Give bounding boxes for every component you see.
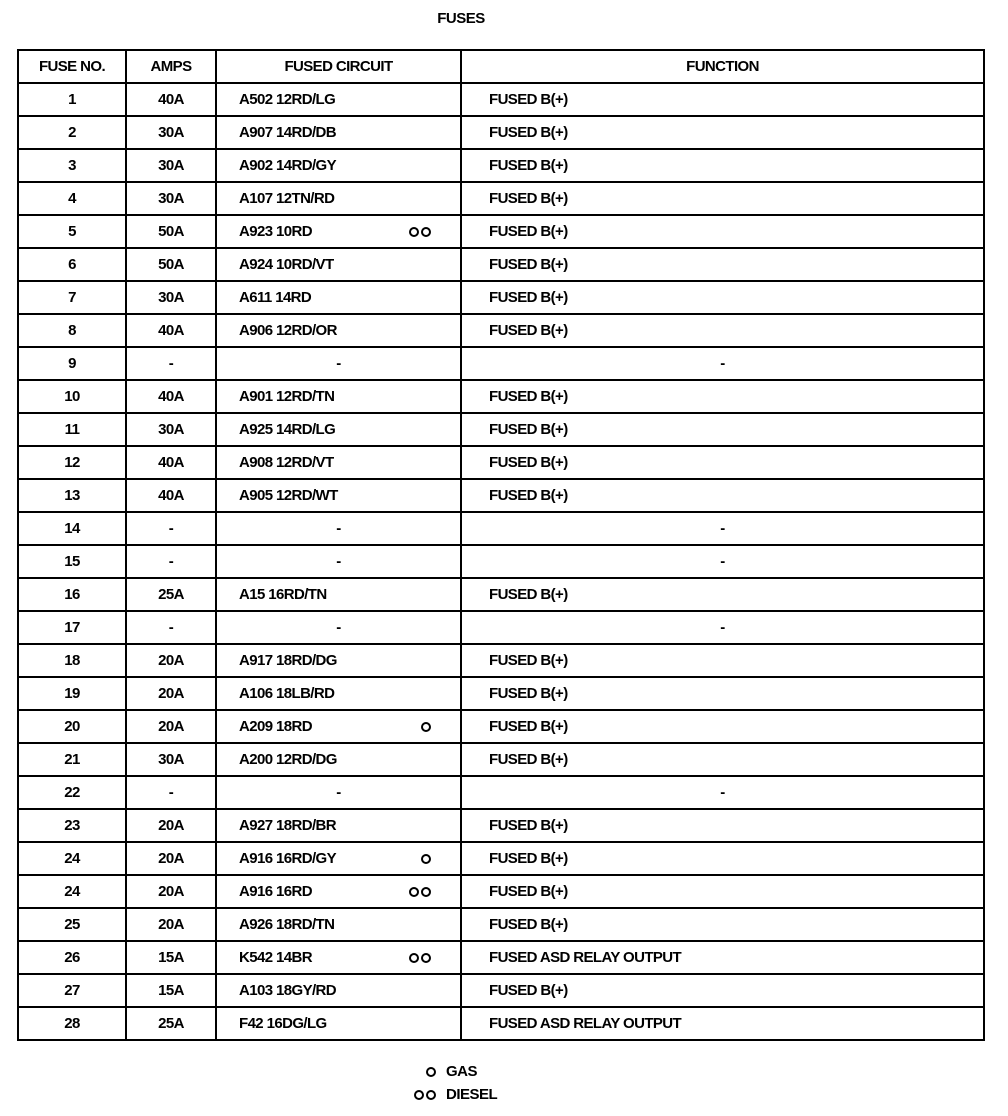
fuse-function: FUSED B(+) xyxy=(461,380,984,413)
fused-circuit-cell xyxy=(216,644,461,677)
fuse-function: FUSED B(+) xyxy=(461,809,984,842)
fuse-amps: 40A xyxy=(126,314,216,347)
fuse-function: FUSED B(+) xyxy=(461,743,984,776)
fuse-amps: - xyxy=(126,512,216,545)
fused-circuit-cell xyxy=(216,116,461,149)
fuse-number: 10 xyxy=(18,380,126,413)
fuse-number: 20 xyxy=(18,710,126,743)
fused-circuit-cell xyxy=(216,215,461,248)
fuse-number: 15 xyxy=(18,545,126,578)
fused-circuit: A916 16RD/GY xyxy=(239,850,337,867)
fused-circuit-cell xyxy=(216,512,461,545)
table-row xyxy=(18,413,984,446)
fuse-amps: 30A xyxy=(126,281,216,314)
fuse-amps: 30A xyxy=(126,743,216,776)
fused-circuit: A908 12RD/VT xyxy=(239,454,334,471)
table-row xyxy=(18,281,984,314)
fused-circuit-cell xyxy=(216,611,461,644)
fused-circuit: A907 14RD/DB xyxy=(239,124,337,141)
fuse-amps: 25A xyxy=(126,578,216,611)
fused-circuit-cell xyxy=(216,149,461,182)
fused-circuit-cell xyxy=(216,809,461,842)
table-row xyxy=(18,479,984,512)
fuse-number: 12 xyxy=(18,446,126,479)
table-row xyxy=(18,908,984,941)
fused-circuit: A611 14RD xyxy=(239,289,312,306)
fused-circuit-cell xyxy=(216,83,461,116)
table-row xyxy=(18,182,984,215)
fused-circuit-cell xyxy=(216,182,461,215)
table-row xyxy=(18,644,984,677)
fuse-number: 27 xyxy=(18,974,126,1007)
table-row xyxy=(18,842,984,875)
header-function: FUNCTION xyxy=(461,50,984,83)
fused-circuit-cell xyxy=(216,545,461,578)
fuse-amps: 50A xyxy=(126,215,216,248)
fuse-amps: 30A xyxy=(126,182,216,215)
fuse-number: 24 xyxy=(18,842,126,875)
fuse-function: - xyxy=(461,611,984,644)
fused-circuit-cell xyxy=(216,281,461,314)
fused-circuit: A917 18RD/DG xyxy=(239,652,337,669)
table-row xyxy=(18,677,984,710)
table-row xyxy=(18,974,984,1007)
table-row xyxy=(18,710,984,743)
fused-circuit: - xyxy=(336,553,341,570)
fused-circuit-cell xyxy=(216,479,461,512)
fuse-number: 21 xyxy=(18,743,126,776)
fused-circuit: A923 10RD xyxy=(239,223,312,240)
table-header-row xyxy=(18,50,984,83)
fuse-function: FUSED B(+) xyxy=(461,182,984,215)
table-row xyxy=(18,611,984,644)
fuse-table xyxy=(17,49,985,1041)
header-fuse-no: FUSE NO. xyxy=(18,50,126,83)
fuse-function: FUSED B(+) xyxy=(461,842,984,875)
header-amps: AMPS xyxy=(126,50,216,83)
fuse-amps: 20A xyxy=(126,908,216,941)
fuse-number: 1 xyxy=(18,83,126,116)
fused-circuit-cell xyxy=(216,908,461,941)
fused-circuit: A905 12RD/WT xyxy=(239,487,338,504)
fuse-number: 23 xyxy=(18,809,126,842)
fused-circuit: A925 14RD/LG xyxy=(239,421,336,438)
fuse-table-body xyxy=(18,83,984,1040)
table-row xyxy=(18,314,984,347)
table-row xyxy=(18,941,984,974)
fuse-number: 19 xyxy=(18,677,126,710)
fuse-number: 28 xyxy=(18,1007,126,1040)
fused-circuit: F42 16DG/LG xyxy=(239,1015,327,1032)
fuse-number: 22 xyxy=(18,776,126,809)
fused-circuit-cell xyxy=(216,776,461,809)
fuse-function: FUSED B(+) xyxy=(461,908,984,941)
fused-circuit-cell xyxy=(216,314,461,347)
fuse-function: FUSED B(+) xyxy=(461,248,984,281)
fuse-function: - xyxy=(461,776,984,809)
fused-circuit-cell xyxy=(216,446,461,479)
fuse-function: - xyxy=(461,545,984,578)
fuse-amps: 30A xyxy=(126,413,216,446)
fuse-amps: - xyxy=(126,545,216,578)
table-row xyxy=(18,875,984,908)
fused-circuit-cell xyxy=(216,578,461,611)
fuse-amps: 20A xyxy=(126,809,216,842)
table-row xyxy=(18,83,984,116)
fused-circuit: A906 12RD/OR xyxy=(239,322,337,339)
fuse-function: FUSED B(+) xyxy=(461,875,984,908)
fuse-number: 16 xyxy=(18,578,126,611)
fuse-function: FUSED B(+) xyxy=(461,479,984,512)
fused-circuit: - xyxy=(336,520,341,537)
fuse-amps: 40A xyxy=(126,479,216,512)
fuse-amps: 30A xyxy=(126,116,216,149)
fused-circuit: A927 18RD/BR xyxy=(239,817,337,834)
gas-circle-icon xyxy=(412,1067,436,1077)
fused-circuit-cell xyxy=(216,347,461,380)
fuse-function: FUSED B(+) xyxy=(461,413,984,446)
fuse-number: 9 xyxy=(18,347,126,380)
fused-circuit: A15 16RD/TN xyxy=(239,586,327,603)
fuse-amps: - xyxy=(126,611,216,644)
fuse-number: 18 xyxy=(18,644,126,677)
fuse-function: - xyxy=(461,347,984,380)
fuse-amps: 20A xyxy=(126,644,216,677)
fuse-amps: 20A xyxy=(126,677,216,710)
table-row xyxy=(18,545,984,578)
fuse-amps: 40A xyxy=(126,380,216,413)
fused-circuit-cell xyxy=(216,413,461,446)
fuse-function: FUSED B(+) xyxy=(461,677,984,710)
fuse-function: FUSED ASD RELAY OUTPUT xyxy=(461,941,984,974)
fuse-function: FUSED B(+) xyxy=(461,83,984,116)
fuse-amps: - xyxy=(126,347,216,380)
diesel-double-circle-icon xyxy=(405,953,431,963)
fuse-number: 5 xyxy=(18,215,126,248)
fuse-function: FUSED B(+) xyxy=(461,974,984,1007)
fused-circuit: - xyxy=(336,784,341,801)
table-row xyxy=(18,446,984,479)
fused-circuit: K542 14BR xyxy=(239,949,312,966)
table-row xyxy=(18,809,984,842)
fuse-number: 3 xyxy=(18,149,126,182)
fuse-amps: 40A xyxy=(126,446,216,479)
fuse-function: FUSED B(+) xyxy=(461,314,984,347)
table-row xyxy=(18,776,984,809)
legend-diesel-label: DIESEL xyxy=(446,1086,498,1103)
fuse-number: 24 xyxy=(18,875,126,908)
legend-gas xyxy=(412,1063,477,1080)
fuse-amps: 15A xyxy=(126,941,216,974)
fuse-number: 6 xyxy=(18,248,126,281)
fuse-number: 11 xyxy=(18,413,126,446)
table-row xyxy=(18,149,984,182)
fuse-function: FUSED B(+) xyxy=(461,281,984,314)
table-row xyxy=(18,116,984,149)
fuse-number: 13 xyxy=(18,479,126,512)
fuse-function: FUSED B(+) xyxy=(461,116,984,149)
table-row xyxy=(18,512,984,545)
fused-circuit: A924 10RD/VT xyxy=(239,256,334,273)
fuse-amps: 20A xyxy=(126,842,216,875)
fused-circuit-cell xyxy=(216,743,461,776)
fused-circuit-cell xyxy=(216,974,461,1007)
table-row xyxy=(18,1007,984,1040)
fuse-function: FUSED B(+) xyxy=(461,446,984,479)
header-fused-circuit: FUSED CIRCUIT xyxy=(216,50,461,83)
fused-circuit: A107 12TN/RD xyxy=(239,190,335,207)
fuse-function: - xyxy=(461,512,984,545)
fuse-number: 25 xyxy=(18,908,126,941)
table-row xyxy=(18,578,984,611)
fused-circuit: A200 12RD/DG xyxy=(239,751,337,768)
fuse-amps: 40A xyxy=(126,83,216,116)
gas-circle-icon xyxy=(405,722,431,732)
fuse-number: 26 xyxy=(18,941,126,974)
table-row xyxy=(18,347,984,380)
fuse-function: FUSED B(+) xyxy=(461,215,984,248)
fused-circuit-cell xyxy=(216,248,461,281)
table-row xyxy=(18,380,984,413)
fused-circuit: A901 12RD/TN xyxy=(239,388,335,405)
fuse-amps: 20A xyxy=(126,710,216,743)
fuse-amps: 25A xyxy=(126,1007,216,1040)
diesel-double-circle-icon xyxy=(412,1090,436,1100)
fused-circuit-cell xyxy=(216,842,461,875)
fused-circuit-cell xyxy=(216,677,461,710)
fuse-number: 14 xyxy=(18,512,126,545)
fuse-amps: 50A xyxy=(126,248,216,281)
fuse-number: 8 xyxy=(18,314,126,347)
table-row xyxy=(18,248,984,281)
fused-circuit: A106 18LB/RD xyxy=(239,685,335,702)
fused-circuit: A902 14RD/GY xyxy=(239,157,337,174)
fuse-number: 2 xyxy=(18,116,126,149)
legend-gas-label: GAS xyxy=(446,1063,478,1080)
page-title: FUSES xyxy=(437,10,485,27)
fused-circuit: - xyxy=(336,355,341,372)
fuse-function: FUSED B(+) xyxy=(461,644,984,677)
fuse-amps: 15A xyxy=(126,974,216,1007)
diesel-double-circle-icon xyxy=(405,887,431,897)
fused-circuit-cell xyxy=(216,1007,461,1040)
fused-circuit: A103 18GY/RD xyxy=(239,982,337,999)
table-row xyxy=(18,743,984,776)
gas-circle-icon xyxy=(405,854,431,864)
fuse-number: 4 xyxy=(18,182,126,215)
fuse-amps: 30A xyxy=(126,149,216,182)
legend-diesel xyxy=(412,1086,497,1103)
fuse-number: 7 xyxy=(18,281,126,314)
fused-circuit: A502 12RD/LG xyxy=(239,91,336,108)
fuse-amps: - xyxy=(126,776,216,809)
fused-circuit: A209 18RD xyxy=(239,718,312,735)
fuse-function: FUSED B(+) xyxy=(461,710,984,743)
fused-circuit-cell xyxy=(216,380,461,413)
fuse-function: FUSED B(+) xyxy=(461,578,984,611)
fused-circuit-cell xyxy=(216,875,461,908)
fuse-number: 17 xyxy=(18,611,126,644)
fused-circuit: A926 18RD/TN xyxy=(239,916,335,933)
fused-circuit: A916 16RD xyxy=(239,883,312,900)
diesel-double-circle-icon xyxy=(405,227,431,237)
fuse-function: FUSED B(+) xyxy=(461,149,984,182)
fused-circuit-cell xyxy=(216,941,461,974)
fuse-function: FUSED ASD RELAY OUTPUT xyxy=(461,1007,984,1040)
fuse-amps: 20A xyxy=(126,875,216,908)
fused-circuit: - xyxy=(336,619,341,636)
fused-circuit-cell xyxy=(216,710,461,743)
table-row xyxy=(18,215,984,248)
